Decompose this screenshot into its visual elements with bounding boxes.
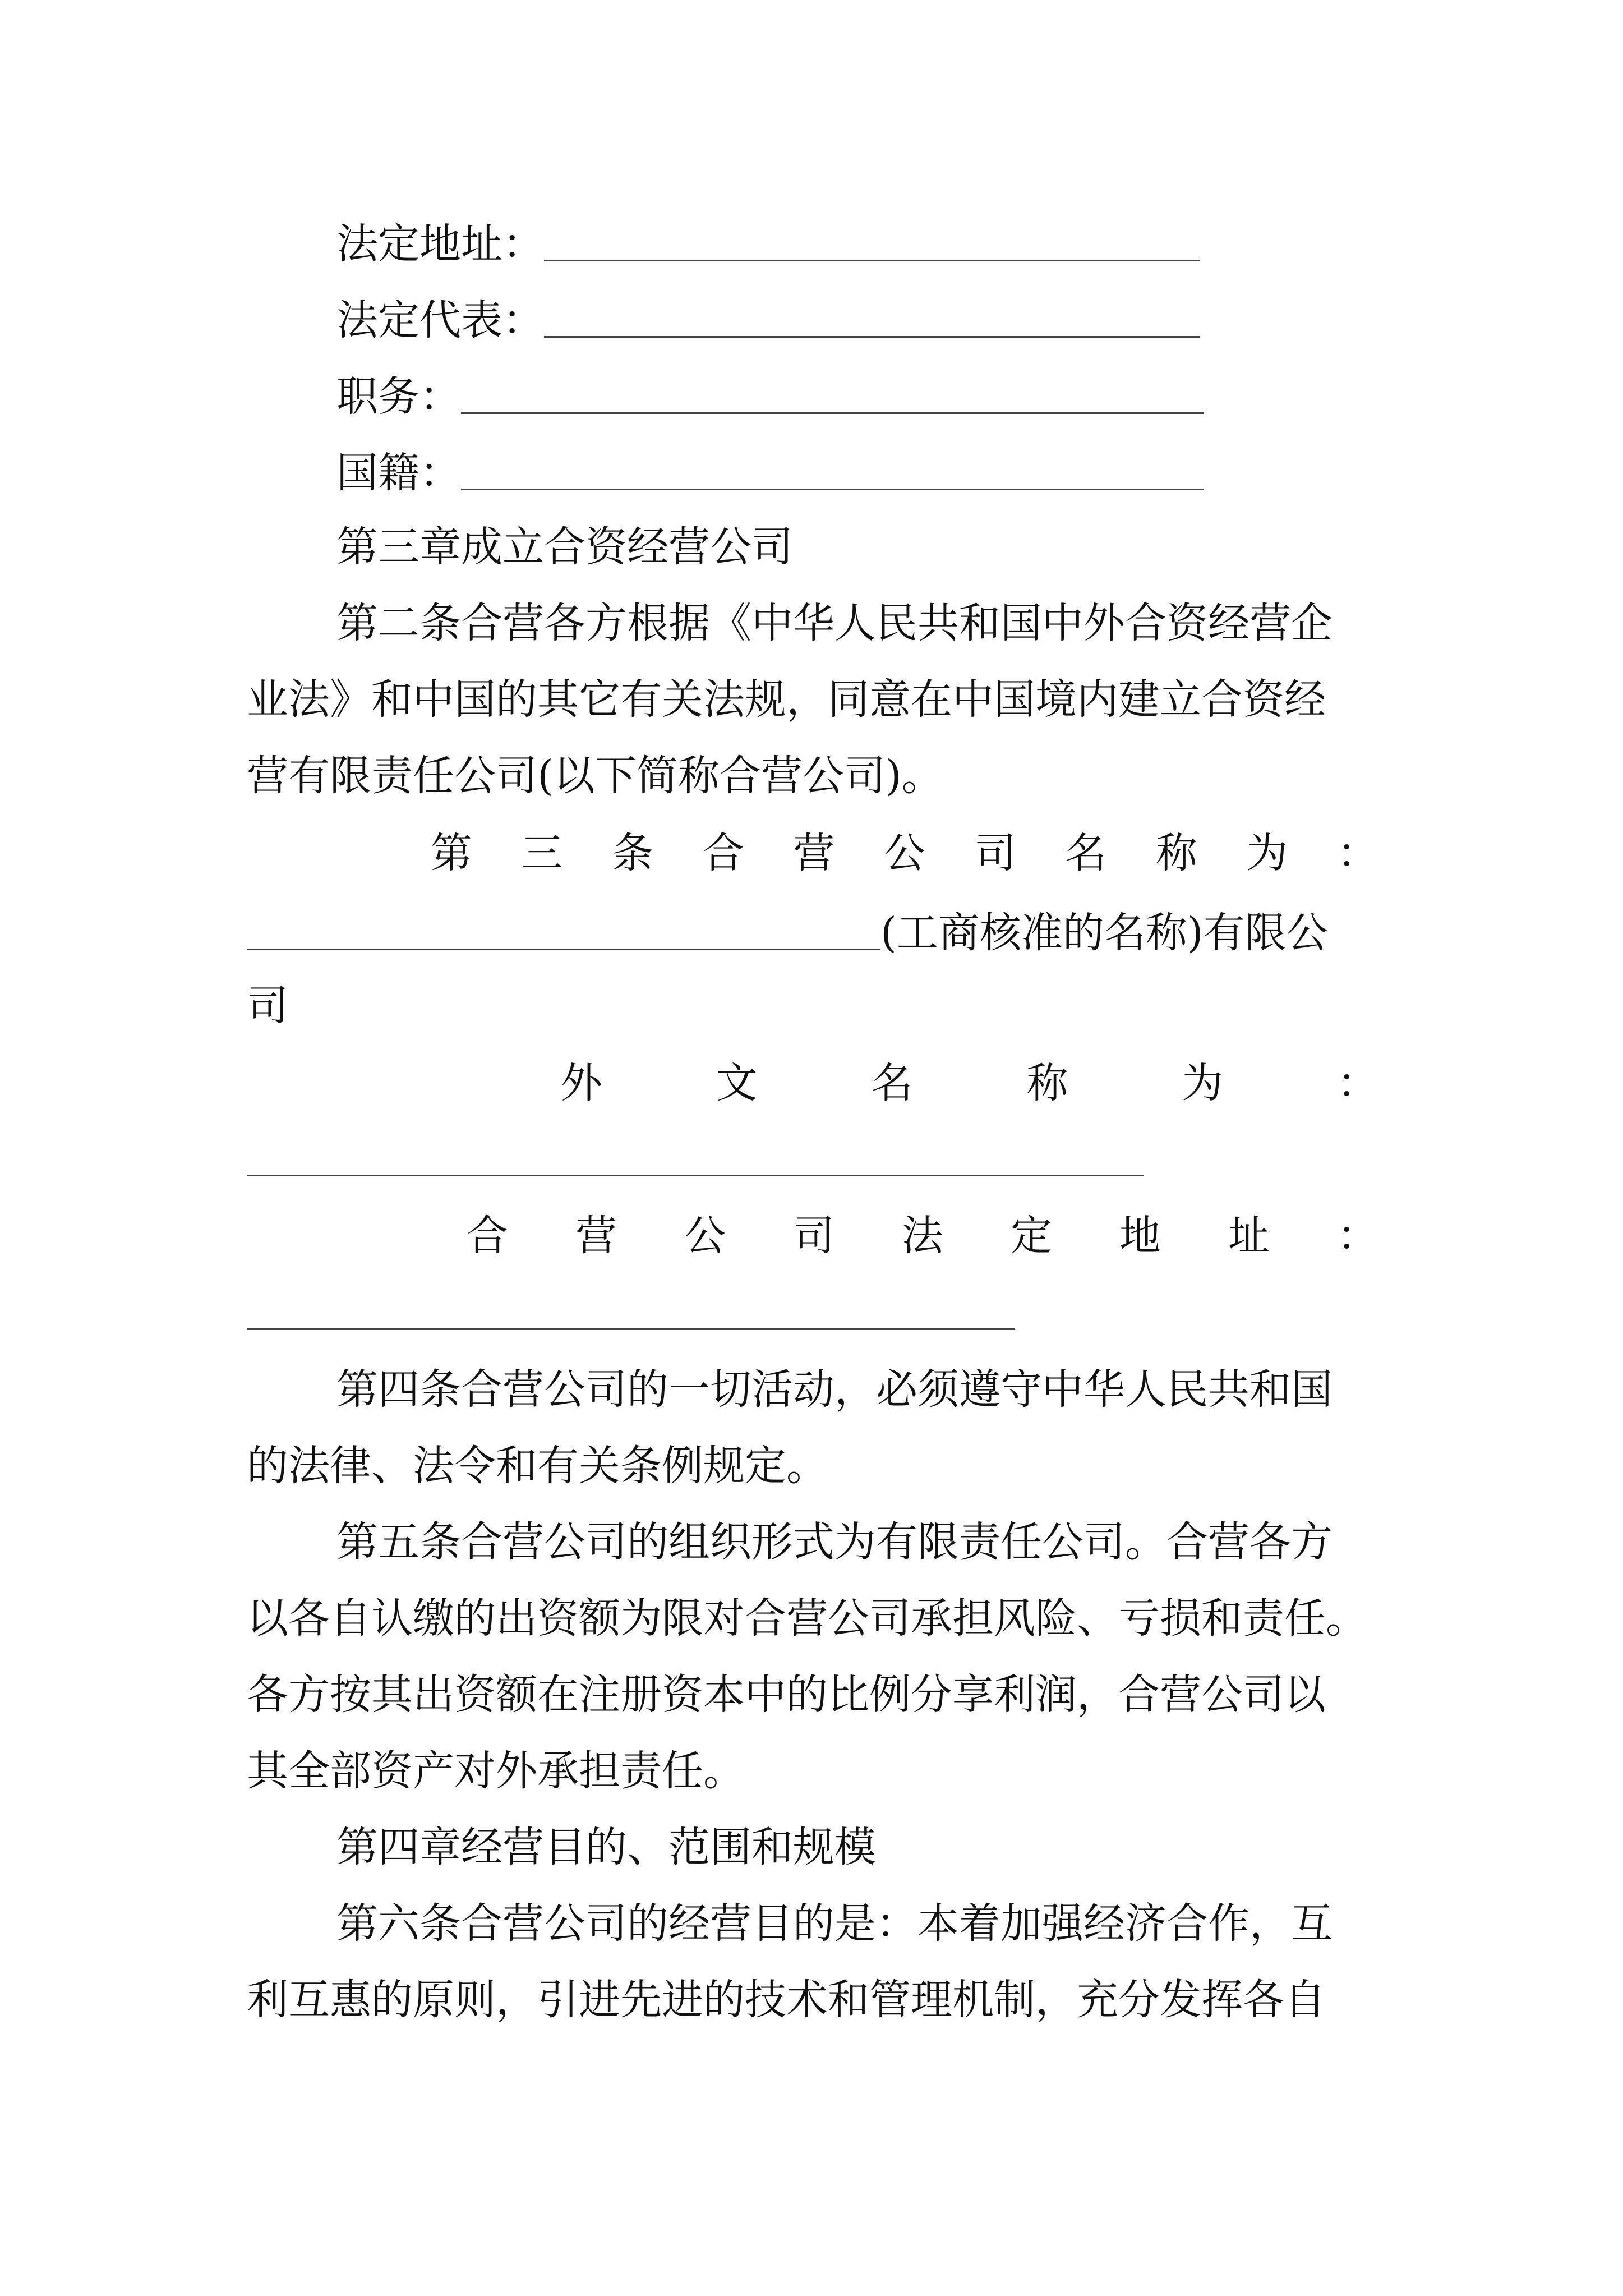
- article-4-line-1: 第四条合营公司的一切活动，必须遵守中华人民共和国: [336, 1365, 1332, 1414]
- article-3-name-blank-line: [247, 909, 1328, 957]
- article-6-line-2: 利互惠的原则，引进先进的技术和管理机制，充分发挥各自: [247, 1976, 1326, 2024]
- blank-line: [461, 412, 1204, 414]
- article-3-name-line: 第 三 条 合 营 公 司 名 称 为 ：: [431, 829, 1378, 877]
- company-address-blank-line: [247, 1328, 1015, 1330]
- blank-line: [544, 260, 1200, 261]
- blank-line: [461, 489, 1204, 490]
- field-nationality: [336, 449, 1204, 497]
- foreign-name-line: 外 文 名 称 为 ：: [561, 1059, 1378, 1107]
- field-label: 职务：: [336, 372, 461, 421]
- article-2-line-3: 营有限责任公司(以下简称合营公司)。: [247, 752, 943, 800]
- field-label: 法定代表：: [336, 296, 544, 344]
- article-5-line-1: 第五条合营公司的组织形式为有限责任公司。合营各方: [336, 1518, 1332, 1566]
- article-3-name-end: 司: [247, 982, 288, 1030]
- field-position: [336, 372, 1204, 421]
- name-suffix: (工商核准的名称)有限公: [880, 909, 1328, 957]
- article-5-line-2: 以各自认缴的出资额为限对合营公司承担风险、亏损和责任。: [247, 1594, 1367, 1642]
- article-4-line-2: 的法律、法令和有关条例规定。: [247, 1442, 828, 1490]
- article-5-line-4: 其全部资产对外承担责任。: [247, 1747, 745, 1795]
- article-5-line-3: 各方按其出资额在注册资本中的比例分享利润，合营公司以: [247, 1671, 1326, 1719]
- blank-line: [544, 336, 1200, 338]
- article-6-line-1: 第六条合营公司的经营目的是：本着加强经济合作，互: [336, 1899, 1332, 1948]
- article-2-line-2: 业法》和中国的其它有关法规，同意在中国境内建立合资经: [247, 675, 1326, 724]
- chapter-3-heading: 第三章成立合资经营公司: [336, 523, 793, 571]
- company-address-line: 合 营 公 司 法 定 地 址 ：: [467, 1212, 1378, 1260]
- field-label: 国籍：: [336, 449, 461, 497]
- article-2-line-1: 第二条合营各方根据《中华人民共和国中外合资经营企: [336, 599, 1332, 647]
- blank-line: [247, 949, 880, 950]
- field-label: 法定地址：: [336, 220, 544, 268]
- foreign-name-blank-line: [247, 1175, 1144, 1176]
- field-legal-representative: [336, 296, 1200, 344]
- field-legal-address: [336, 220, 1200, 268]
- chapter-4-heading: 第四章经营目的、范围和规模: [336, 1823, 876, 1871]
